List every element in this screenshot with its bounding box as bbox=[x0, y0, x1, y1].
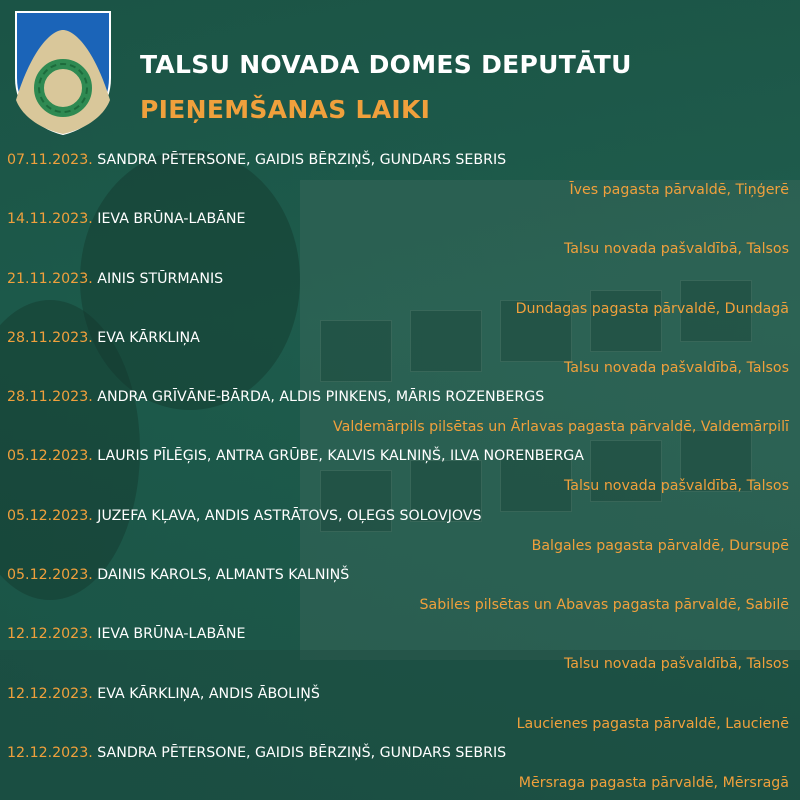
talsi-coat-of-arms-wreath-icon bbox=[12, 8, 114, 136]
entry-names: AINIS STŪRMANIS bbox=[97, 270, 224, 287]
entry-names: ANDRA GRĪVĀNE-BĀRDA, ALDIS PINKENS, MĀRIS ROZENBERGS bbox=[97, 389, 545, 406]
entry-date: 12.12.2023. bbox=[7, 685, 93, 702]
entry-date: 05.12.2023. bbox=[7, 507, 93, 524]
entry-location: Īves pagasta pārvaldē, Tiņģerē bbox=[569, 182, 789, 198]
entry-location: Talsu novada pašvaldībā, Talsos bbox=[563, 478, 789, 495]
entry-names: EVA KĀRKLIŅA bbox=[97, 329, 200, 346]
list-item bbox=[0, 444, 800, 503]
entry-names: SANDRA PĒTERSONE, GAIDIS BĒRZIŅŠ, GUNDARS SEBRIS bbox=[97, 152, 507, 168]
entry-date: 05.12.2023. bbox=[7, 448, 93, 465]
list-item bbox=[0, 207, 800, 266]
entry-names: JUZEFA KĻAVA, ANDIS ASTRĀTOVS, OĻEGS SOLOVJOVS bbox=[97, 507, 482, 524]
entry-date: 28.11.2023. bbox=[7, 329, 93, 346]
entry-location: Laucienes pagasta pārvaldē, Laucienē bbox=[516, 715, 789, 732]
list-item bbox=[0, 504, 800, 563]
page-subtitle: PIEŅEMŠANAS LAIKI bbox=[140, 95, 431, 124]
list-item bbox=[0, 148, 800, 207]
entry-location: Sabiles pilsētas un Abavas pagasta pārvaldē, Sabilē bbox=[419, 597, 789, 614]
list-item bbox=[0, 267, 800, 326]
entry-location: Mērsraga pagasta pārvaldē, Mērsragā bbox=[518, 774, 789, 791]
list-item bbox=[0, 563, 800, 622]
entry-location: Valdemārpils pilsētas un Ārlavas pagasta pārvaldē, Valdemārpilī bbox=[333, 419, 789, 436]
entry-date: 21.11.2023. bbox=[7, 270, 93, 287]
page-title: TALSU NOVADA DOMES DEPUTĀTU bbox=[140, 50, 632, 79]
entry-date: 12.12.2023. bbox=[7, 744, 93, 761]
entry-date: 12.12.2023. bbox=[7, 626, 93, 643]
entry-names: LAURIS PĪLĒĢIS, ANTRA GRŪBE, KALVIS KALNIŅŠ, ILVA NORENBERGA bbox=[97, 448, 585, 465]
entry-date: 07.11.2023. bbox=[7, 152, 93, 168]
list-item bbox=[0, 741, 800, 800]
list-item bbox=[0, 682, 800, 741]
entry-names: DAINIS KAROLS, ALMANTS KALNIŅŠ bbox=[97, 567, 350, 584]
list-item bbox=[0, 385, 800, 444]
entry-location: Dundagas pagasta pārvaldē, Dundagā bbox=[515, 300, 789, 317]
entry-date: 14.11.2023. bbox=[7, 211, 93, 228]
entry-names: IEVA BRŪNA-LABĀNE bbox=[97, 211, 246, 228]
entry-location: Talsu novada pašvaldībā, Talsos bbox=[563, 241, 789, 258]
list-item bbox=[0, 326, 800, 385]
entry-location: Balgales pagasta pārvaldē, Dursupē bbox=[531, 537, 789, 554]
entry-date: 28.11.2023. bbox=[7, 389, 93, 406]
entry-names: EVA KĀRKLIŅA, ANDIS ĀBOLIŅŠ bbox=[97, 685, 320, 702]
schedule-list bbox=[0, 148, 800, 800]
entry-names: IEVA BRŪNA-LABĀNE bbox=[97, 626, 246, 643]
entry-location: Talsu novada pašvaldībā, Talsos bbox=[563, 359, 789, 376]
entry-names: SANDRA PĒTERSONE, GAIDIS BĒRZIŅŠ, GUNDARS SEBRIS bbox=[97, 744, 507, 761]
entry-date: 05.12.2023. bbox=[7, 567, 93, 584]
entry-location: Talsu novada pašvaldībā, Talsos bbox=[563, 656, 789, 673]
list-item bbox=[0, 622, 800, 681]
